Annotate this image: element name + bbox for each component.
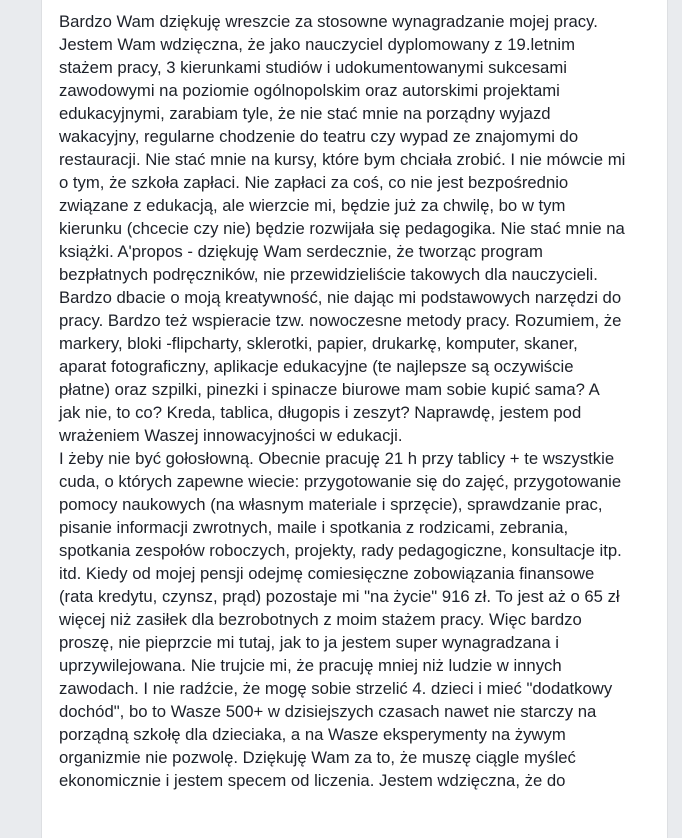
post-text-line: Jestem Wam wdzięczna, że jako nauczyciel dyplomowany z 19.letnim bbox=[59, 35, 575, 54]
post-text-line: pisanie informacji zwrotnych, maile i spotkania z rodzicami, zebrania, bbox=[59, 518, 569, 537]
post-text-line: płatne) oraz szpilki, pinezki i spinacze biurowe mam sobie kupić sama? A bbox=[59, 380, 600, 399]
post-text-line: spotkania zespołów roboczych, projekty, rady pedagogiczne, konsultacje itp. bbox=[59, 541, 622, 560]
post-text-line: ekonomicznie i jestem specem od liczenia. Jestem wdzięczna, że do bbox=[59, 771, 566, 790]
post-text-line: itd. Kiedy od mojej pensji odejmę comiesięczne zobowiązania finansowe bbox=[59, 564, 595, 583]
post-text-line: Bardzo dbacie o moją kreatywność, nie dając mi podstawowych narzędzi do bbox=[59, 288, 622, 307]
post-text-line: związane z edukacją, ale wierzcie mi, będzie już za chwilę, bo w tym bbox=[59, 196, 566, 215]
post-text-line: edukacyjnymi, zarabiam tyle, że nie stać mnie na porządny wyjazd bbox=[59, 104, 551, 123]
post-card bbox=[41, 0, 668, 838]
post-text-line: książki. A'propos - dziękuję Wam serdecznie, że tworząc program bbox=[59, 242, 543, 261]
post-text-line: stażem pracy, 3 kierunkami studiów i udokumentowanymi sukcesami bbox=[59, 58, 567, 77]
post-text-line: kierunku (chcecie czy nie) będzie rozwijała się pedagogika. Nie stać mnie na bbox=[59, 219, 625, 238]
post-text-line: pomocy naukowych (na własnym materiale i sprzęcie), sprawdzanie prac, bbox=[59, 495, 603, 514]
post-text-line: wakacyjny, regularne chodzenie do teatru czy wypad ze znajomymi do bbox=[59, 127, 579, 146]
post-text-line: jak nie, to co? Kreda, tablica, długopis i zeszyt? Naprawdę, jestem pod bbox=[59, 403, 582, 422]
post-text-line: (rata kredytu, czynsz, prąd) pozostaje mi "na życie" 916 zł. To jest aż o 65 zł bbox=[59, 587, 620, 606]
post-text-line: Bardzo Wam dziękuję wreszcie za stosowne wynagradzanie mojej pracy. bbox=[59, 12, 598, 31]
post-text-line: proszę, nie pieprzcie mi tutaj, jak to ja jestem super wynagradzana i bbox=[59, 633, 559, 652]
post-text-line: uprzywilejowana. Nie trujcie mi, że pracuję mniej niż ludzie w innych bbox=[59, 656, 562, 675]
post-text-line: zawodach. I nie radźcie, że mogę sobie strzelić 4. dzieci i mieć "dodatkowy bbox=[59, 679, 613, 698]
post-text-line: więcej niż zasiłek dla bezrobotnych z moim stażem pracy. Więc bardzo bbox=[59, 610, 582, 629]
post-text-line: zawodowymi na poziomie ogólnopolskim oraz autorskimi projektami bbox=[59, 81, 560, 100]
post-text-line: bezpłatnych podręczników, nie przewidzieliście takowych dla nauczycieli. bbox=[59, 265, 598, 284]
post-text-line: porządną szkołę dla dzieciaka, a na Wasze eksperymenty na żywym bbox=[59, 725, 566, 744]
post-text-line: o tym, że szkoła zapłaci. Nie zapłaci za coś, co nie jest bezpośrednio bbox=[59, 173, 569, 192]
post-text-line: I żeby nie być gołosłowną. Obecnie pracuję 21 h przy tablicy + te wszystkie bbox=[59, 449, 615, 468]
post-text-line: dochód", bo to Wasze 500+ w dzisiejszych czasach nawet nie starczy na bbox=[59, 702, 597, 721]
post-text bbox=[59, 10, 659, 792]
post-text-line: markery, bloki -flipcharty, sklerotki, papier, drukarkę, komputer, skaner, bbox=[59, 334, 578, 353]
post-text-line: aparat fotograficzny, aplikacje edukacyjne (te najlepsze są oczywiście bbox=[59, 357, 574, 376]
post-text-line: pracy. Bardzo też wspieracie tzw. nowoczesne metody pracy. Rozumiem, że bbox=[59, 311, 622, 330]
post-text-line: cuda, o których zapewne wiecie: przygotowanie się do zajęć, przygotowanie bbox=[59, 472, 622, 491]
post-text-line: wrażeniem Waszej innowacyjności w edukacji. bbox=[59, 426, 403, 445]
post-text-line: organizmie nie pozwolę. Dziękuję Wam za to, że muszę ciągle myśleć bbox=[59, 748, 576, 767]
post-text-line: restauracji. Nie stać mnie na kursy, które bym chciała zrobić. I nie mówcie mi bbox=[59, 150, 626, 169]
